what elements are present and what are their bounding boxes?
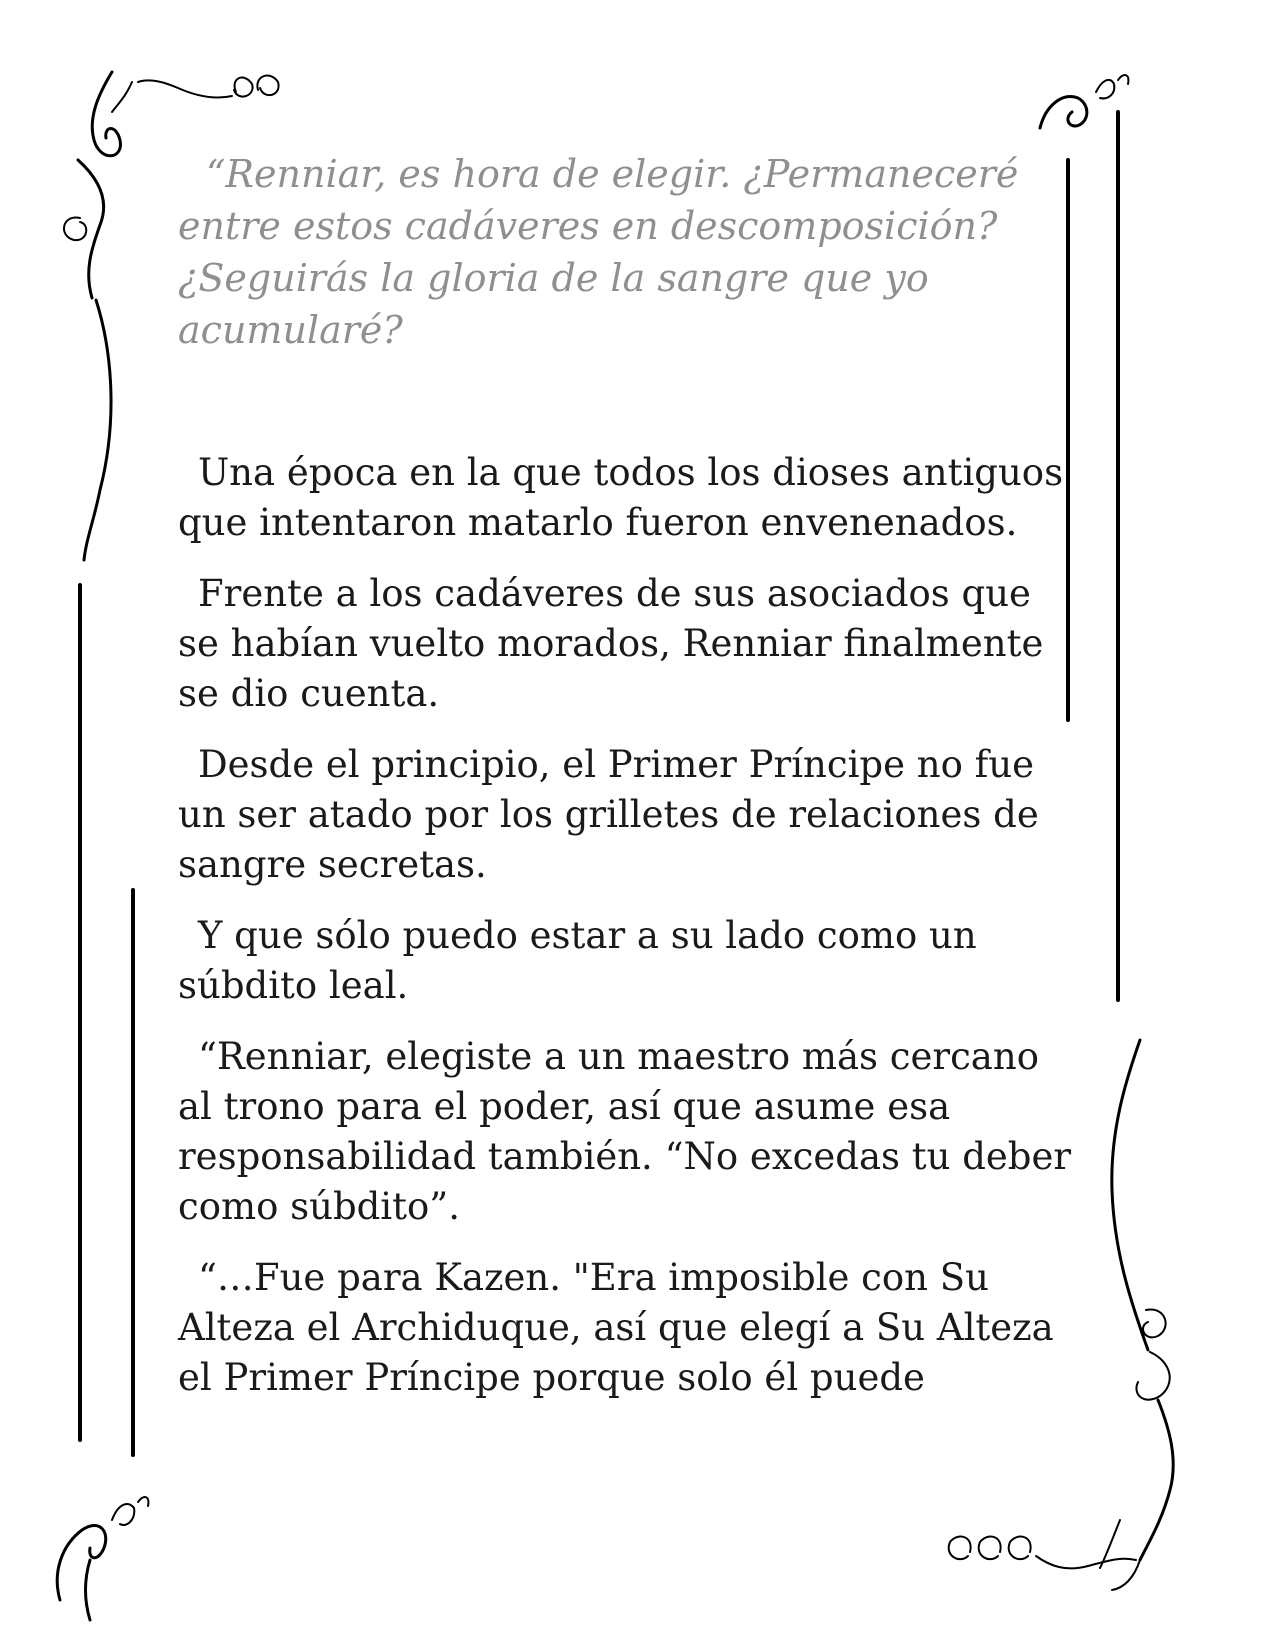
- paragraph: “…Fue para Kazen. "Era imposible con Su Alteza el Archiduque, así que elegí a Su Alteza el Primer Príncipe porque solo él puede: [178, 1256, 1054, 1399]
- body-text: [178, 448, 1078, 1424]
- paragraph: Y que sólo puedo estar a su lado como un súbdito leal.: [178, 914, 977, 1007]
- paragraph: Frente a los cadáveres de sus asociados que se habían vuelto morados, Renniar finalmente se dio cuenta.: [178, 572, 1044, 715]
- bottom-left-flourish-icon: [57, 1497, 148, 1620]
- paragraph: Desde el principio, el Primer Príncipe no fue un ser atado por los grilletes de relaciones de sangre secretas.: [178, 743, 1039, 886]
- top-right-flourish-icon: [1040, 75, 1128, 128]
- paragraph: Una época en la que todos los dioses antiguos que intentaron matarlo fueron envenenados.: [178, 451, 1064, 544]
- italic-quote: “Renniar, es hora de elegir. ¿Permaneceré entre estos cadáveres en descomposición? ¿Seguirás la gloria de la sangre que yo acumularé?: [178, 152, 1019, 352]
- paragraph: “Renniar, elegiste a un maestro más cercano al trono para el poder, así que asume esa responsabilidad también. “No excedas tu deber como súbdito”.: [178, 1035, 1072, 1228]
